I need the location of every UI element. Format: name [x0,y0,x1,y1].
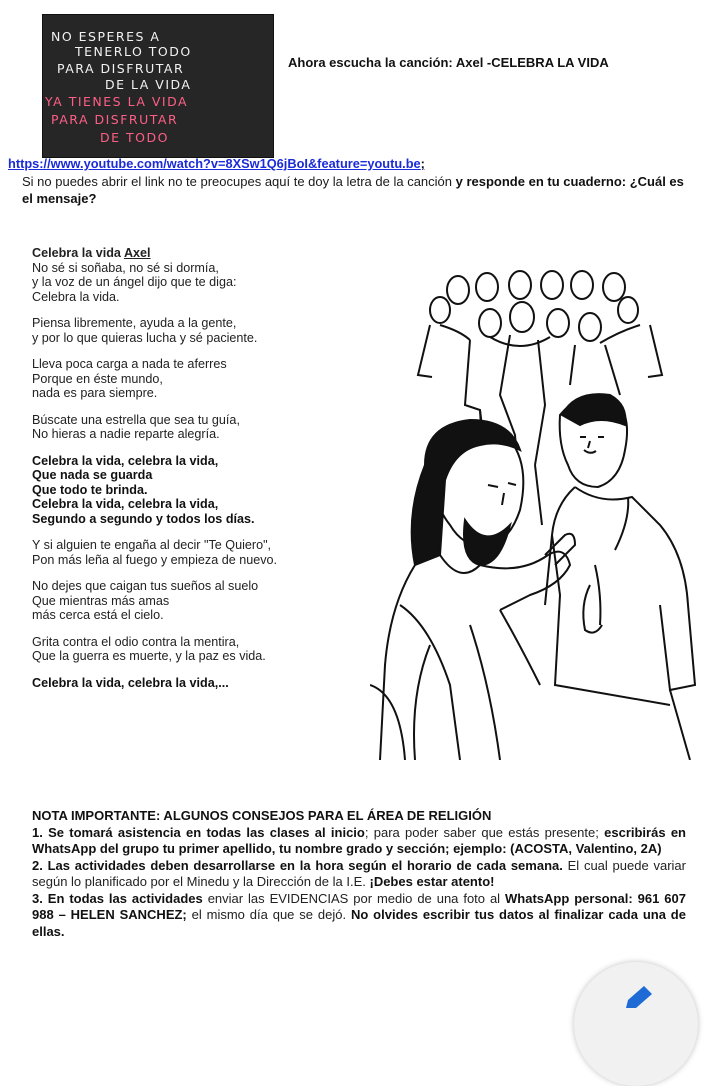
young-man-illustration [545,394,695,705]
note-item-3-text: enviar las EVIDENCIAS por medio de una foto al [207,890,501,906]
lyric-line: No sé si soñaba, no sé si dormía, [32,260,219,275]
banner-line-4: DE LA VIDA [105,77,192,92]
note-item-3-text-2: el mismo día que se dejó. [191,907,347,922]
chorus [32,454,392,527]
lyric-line: Porque en éste mundo, [32,371,163,386]
song-lyrics [32,246,392,702]
song-outro: Celebra la vida, celebra la vida,... [32,675,229,690]
intro-question: y responde en tu cuaderno: ¿Cuál es el mensaje? [22,174,684,206]
banner-line-2: TENERLO TODO [75,44,192,59]
note-item-2-title: 2. Las actividades deben desarrollarse en la hora según el horario de cada semana. [32,857,563,873]
drapery [370,685,690,760]
lyric-line: y por lo que quieras lucha y sé paciente. [32,330,258,345]
intro-paragraph [22,173,692,207]
note-item-1-title: 1. Se tomará asistencia en todas las clases al inicio [32,824,365,840]
lyric-line: nada es para siempre. [32,386,158,400]
lyric-line: Grita contra el odio contra la mentira, [32,634,240,649]
note-item-2-emphasis: ¡Debes estar atento! [369,874,495,889]
lyric-line: más cerca está el cielo. [32,608,164,622]
banner-line-6: PARA DISFRUTAR [51,112,179,127]
stanza [32,413,392,442]
note-item-1-example: escribirás en WhatsApp del grupo tu primer apellido, tu nombre grado y sección; ejemplo: (ACOSTA, Valentino, 2A) [32,824,686,856]
note-item-3-contact: WhatsApp personal: 961 607 988 – HELEN SANCHEZ; [32,890,686,922]
stanza [32,357,392,401]
link-suffix: ; [420,156,425,171]
lyric-line: No dejes que caigan tus sueños al suelo [32,579,259,593]
intro-text: Si no puedes abrir el link no te preocupes aquí te doy la letra de la canción [22,174,452,189]
note-heading: NOTA IMPORTANTE: ALGUNOS CONSEJOS PARA EL ÁREA DE RELIGIÓN [32,808,492,823]
banner-line-3: PARA DISFRUTAR [57,61,185,76]
note-item-2 [32,858,686,891]
chorus-line: Que nada se guarda [32,468,153,482]
lyric-line: Que la guerra es muerte, y la paz es vida. [32,649,266,663]
note-item-1-text: ; para poder saber que estás presente; [364,824,599,840]
illustration [370,265,702,760]
lyric-line: No hieras a nadie reparte alegría. [32,427,220,441]
chorus-line: Que todo te brinda. [32,482,148,497]
edit-fab-button[interactable] [574,962,698,1086]
banner-line-7: DE TODO [100,130,169,145]
banner-line-5: YA TIENES LA VIDA [45,94,189,109]
stanza [32,635,392,664]
slogan-banner [42,14,274,158]
important-note [32,808,686,940]
song-title: Celebra la vida [32,246,121,260]
lyric-line: Que mientras más amas [32,593,170,608]
lyric-line: Celebra la vida. [32,289,120,304]
stanza [32,261,392,305]
note-item-1 [32,825,686,858]
chorus-line: Celebra la vida, celebra la vida, [32,497,219,511]
chorus-line: Celebra la vida, celebra la vida, [32,453,219,468]
note-item-3-reminder: No olvides escribir tus datos al finalizar cada una de ellas. [32,907,686,939]
lyric-line: Lleva poca carga a nada te aferres [32,357,227,371]
note-item-3-title: 3. En todas las actividades [32,890,203,906]
lyric-line: Pon más leña al fuego y empieza de nuevo. [32,552,278,567]
stanza [32,316,392,345]
note-item-3 [32,891,686,941]
song-title-line [32,246,392,261]
lyric-line: Y si alguien te engaña al decir "Te Quiero", [32,538,272,552]
youtube-link[interactable]: https://www.youtube.com/watch?v=8XSw1Q6jBoI&feature=youtu.be [8,156,421,171]
youtube-link-line [8,156,425,171]
stanza [32,538,392,567]
chorus-line: Segundo a segundo y todos los días. [32,511,255,526]
lyric-line: Búscate una estrella que sea tu guía, [32,412,240,427]
lyric-line: y la voz de un ángel dijo que te diga: [32,275,237,289]
banner-line-1: NO ESPERES A [51,29,161,44]
stanza [32,579,392,623]
note-item-2-text: El cual puede variar según lo planificado por el Minedu y la Dirección de la I.E. [32,857,686,889]
lyric-line: Piensa libremente, ayuda a la gente, [32,316,237,330]
song-artist: Axel [123,246,151,260]
edit-pencil-icon [622,984,654,1012]
song-heading: Ahora escucha la canción: Axel -CELEBRA LA VIDA [288,55,609,70]
